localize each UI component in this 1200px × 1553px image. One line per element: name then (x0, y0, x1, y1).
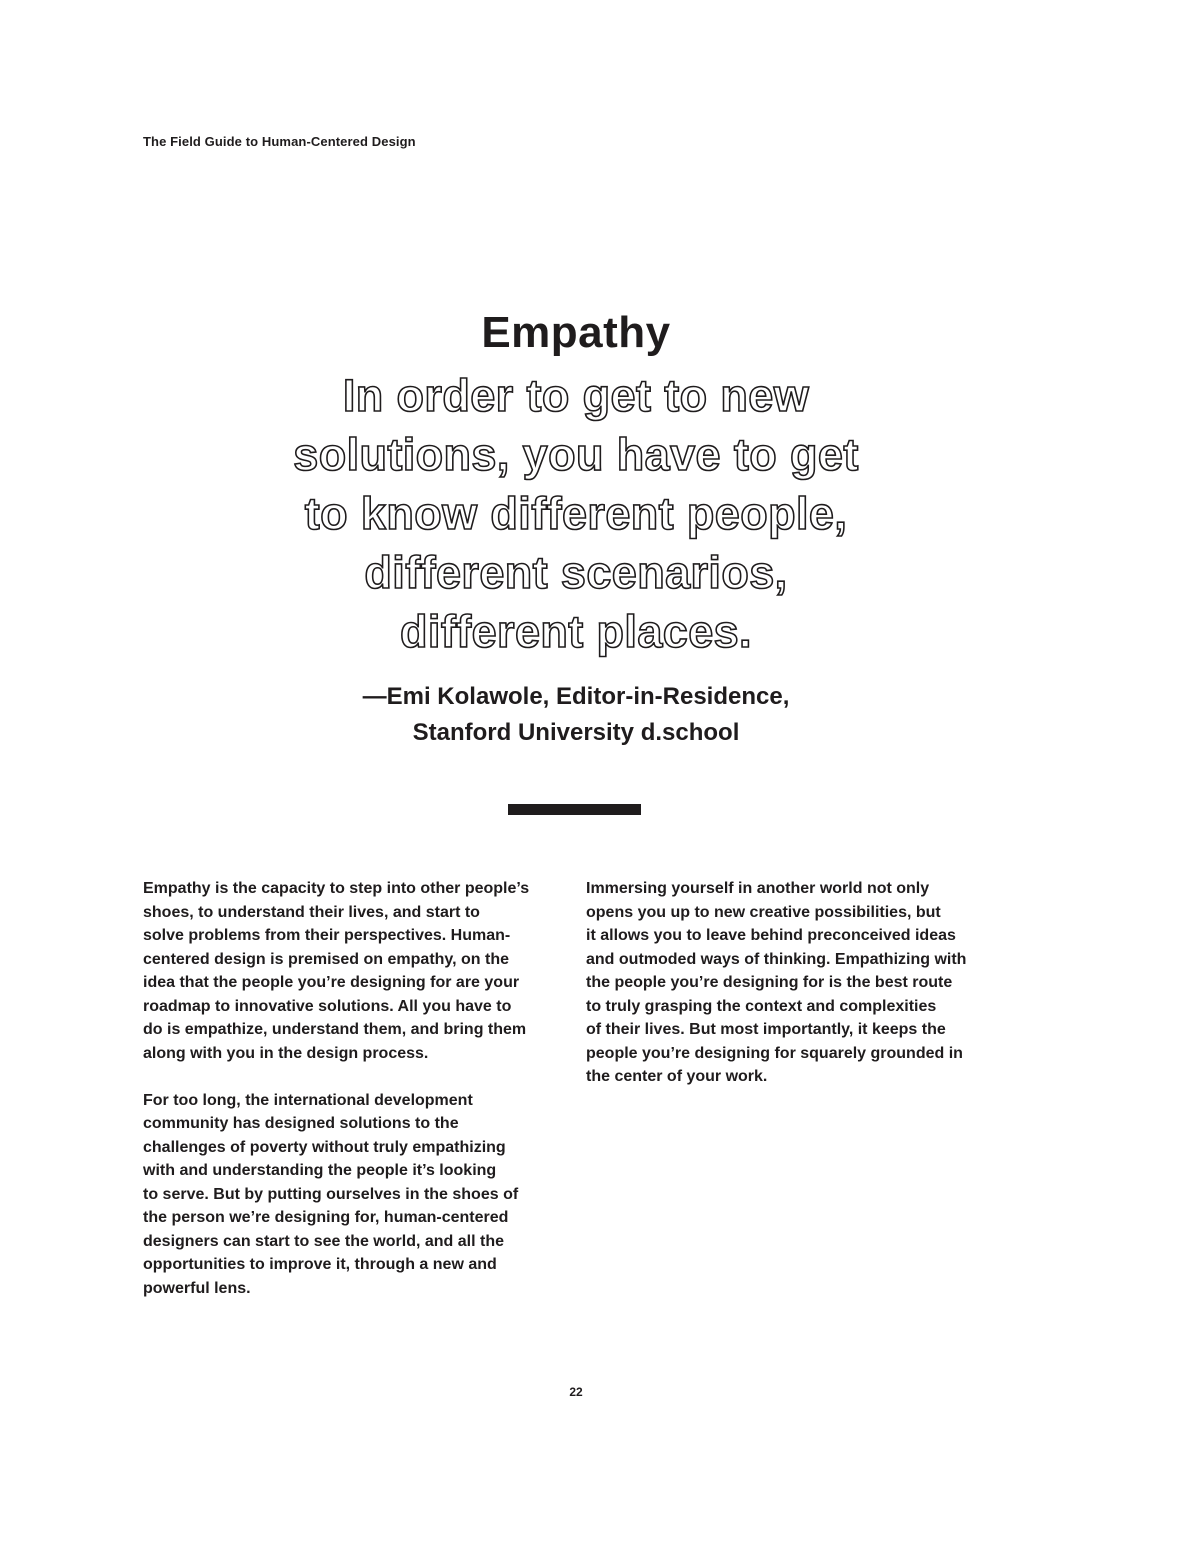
text-line: solve problems from their perspectives. Human- (143, 927, 511, 944)
quote-line: to know different people, (304, 488, 848, 539)
text-line: to serve. But by putting ourselves in the shoes of (143, 1185, 519, 1203)
text-line: along with you in the design process. (143, 1044, 429, 1062)
text-line: shoes, to understand their lives, and start to (143, 903, 480, 921)
text-line: to truly grasping the context and complexities (586, 997, 937, 1015)
text-line: the person we’re designing for, human-centered (143, 1209, 509, 1226)
text-line: designers can start to see the world, and all the (143, 1232, 504, 1250)
text-line: the center of your work. (586, 1068, 768, 1085)
quote-line: different places. (400, 606, 752, 657)
text-line: do is empathize, understand them, and bring them (143, 1021, 527, 1038)
quote-attribution (0, 679, 1152, 751)
text-line: the people you’re designing for is the best route (586, 974, 953, 991)
attribution-line: Stanford University d.school (412, 719, 740, 746)
text-line: opens you up to new creative possibilities, but (586, 903, 941, 921)
text-line: Immersing yourself in another world not only (586, 880, 930, 897)
pull-quote (0, 366, 1152, 661)
page-number: 22 (569, 1385, 583, 1399)
text-line: idea that the people you’re designing for are your (143, 974, 520, 991)
body-paragraph (143, 877, 568, 1065)
quote-line: solutions, you have to get (293, 429, 859, 480)
text-line: powerful lens. (143, 1279, 251, 1297)
text-line: community has designed solutions to the (143, 1115, 459, 1132)
text-line: challenges of poverty without truly empathizing (143, 1138, 506, 1156)
text-line: it allows you to leave behind preconceived ideas (586, 927, 956, 944)
text-line: opportunities to improve it, through a new and (143, 1256, 497, 1273)
section-divider (508, 804, 641, 815)
attribution-line: —Emi Kolawole, Editor-in-Residence, (362, 683, 790, 710)
text-line: and outmoded ways of thinking. Empathizing with (586, 950, 967, 968)
body-paragraph (586, 877, 1006, 1089)
text-line: with and understanding the people it’s looking (143, 1162, 497, 1179)
text-line: people you’re designing for squarely grounded in (586, 1044, 963, 1062)
text-line: roadmap to innovative solutions. All you have to (143, 997, 512, 1015)
page-title: Empathy (481, 308, 671, 357)
body-column-left (143, 877, 568, 1300)
text-line: centered design is premised on empathy, on the (143, 950, 510, 968)
body-column-right (586, 877, 1006, 1089)
quote-line: In order to get to new (342, 370, 810, 421)
quote-line: different scenarios, (364, 547, 788, 598)
running-header: The Field Guide to Human-Centered Design (143, 134, 416, 149)
text-line: Empathy is the capacity to step into other people’s (143, 880, 530, 897)
text-line: For too long, the international development (143, 1091, 473, 1109)
text-line: of their lives. But most importantly, it keeps the (586, 1021, 946, 1038)
body-paragraph (143, 1089, 568, 1301)
